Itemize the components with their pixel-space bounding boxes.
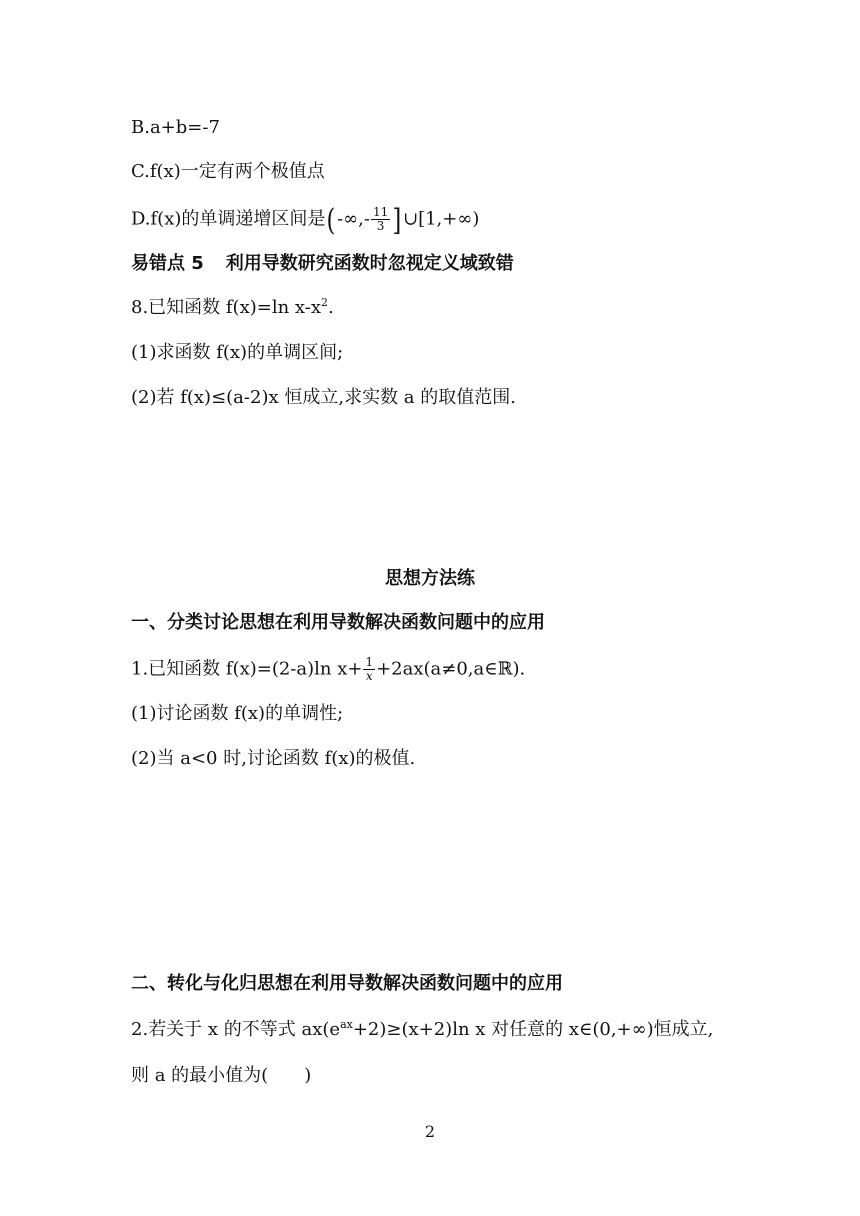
question-1-text: 1.已知函数 f(x)=(2-a)ln x+	[131, 658, 363, 680]
superscript: 2	[320, 296, 328, 309]
fraction-numerator: 1	[365, 655, 374, 669]
section-title: 思想方法练	[385, 568, 475, 589]
option-d-interval: -∞,-	[337, 208, 370, 230]
section-1-heading: 一、分类讨论思想在利用导数解决函数问题中的应用	[131, 612, 545, 633]
error-point-title: 利用导数研究函数时忽视定义域致错	[225, 253, 514, 274]
question-8-part-2: (2)若 f(x)≤(a-2)x 恒成立,求实数 a 的取值范围.	[131, 387, 516, 408]
right-bracket-glyph: ]	[392, 202, 402, 238]
question-8-stem	[131, 296, 334, 320]
question-8-part-1: (1)求函数 f(x)的单调区间;	[131, 342, 344, 363]
question-1-part-2: (2)当 a<0 时,讨论函数 f(x)的极值.	[131, 748, 416, 769]
fraction-denominator: x	[365, 669, 373, 683]
option-d-prefix: D.f(x)的单调递增区间是	[131, 208, 326, 230]
left-paren-glyph: (	[326, 202, 336, 238]
error-point-label: 易错点 5	[131, 253, 204, 274]
question-8-text: 8.已知函数 f(x)=ln x-x	[131, 297, 321, 318]
question-8-end: .	[327, 297, 334, 318]
page-number: 2	[424, 1122, 436, 1141]
question-2-continuation: +2)≥(x+2)ln x 对任意的 x∈(0,+∞)恒成立,	[352, 1019, 714, 1040]
question-1-part-1: (1)讨论函数 f(x)的单调性;	[131, 703, 344, 724]
error-point-heading	[131, 252, 514, 276]
fraction-denominator: 3	[376, 219, 385, 233]
question-1-stem	[131, 656, 525, 683]
question-2-line-2: 则 a 的最小值为( )	[131, 1065, 312, 1086]
question-2-text: 2.若关于 x 的不等式 ax(e	[131, 1019, 341, 1040]
option-c: C.f(x)一定有两个极值点	[131, 161, 325, 182]
option-d-suffix: ∪[1,+∞)	[402, 208, 480, 230]
option-d	[131, 202, 480, 238]
question-1-end: +2ax(a≠0,a∈ℝ).	[376, 658, 526, 680]
section-2-heading: 二、转化与化归思想在利用导数解决函数问题中的应用	[131, 973, 563, 994]
superscript: ax	[340, 1018, 353, 1031]
fraction-1-over-x	[363, 656, 375, 683]
fraction-11-3	[371, 206, 390, 233]
fraction-numerator: 11	[372, 205, 389, 219]
question-2-line-1	[131, 1018, 713, 1042]
option-b: B.a+b=-7	[131, 117, 220, 138]
